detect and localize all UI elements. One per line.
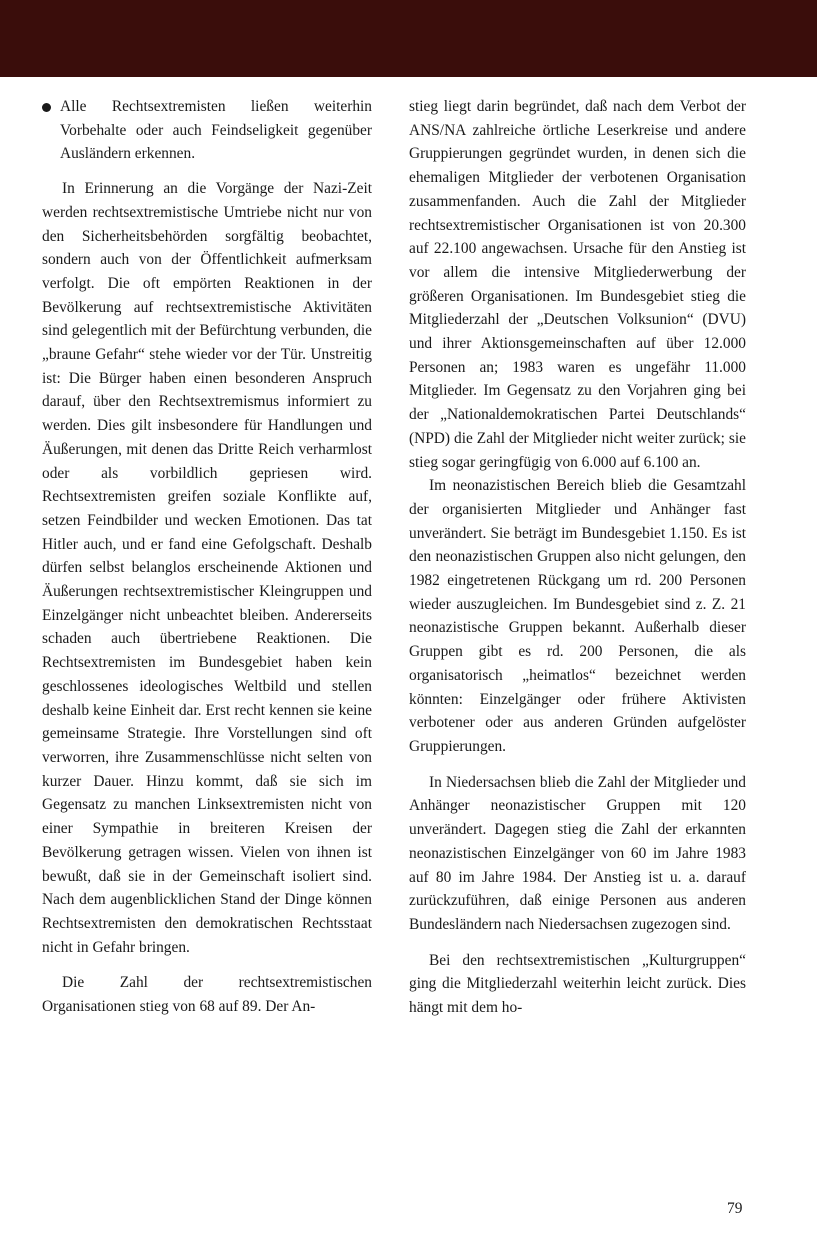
- bullet-text: Alle Rechtsextremisten ließen weiterhin Vorbehalte oder auch Feindseligkeit gegenüber Ausländern erkennen.: [60, 98, 372, 163]
- paragraph: In Erinnerung an die Vorgänge der Nazi-Zeit werden rechtsextremistische Umtriebe nicht nur von den Sicherheitsbehörden sorgfältig beobachtet, sondern auch von der Öffentlichkeit aufmerksam verfolgt. Die oft empörten Reaktionen in der Bevölkerung auf rechtsextremistische Aktivitäten sind gelegentlich mit der Befürchtung verbunden, die „braune Gefahr“ stehe wieder vor der Tür. Unstreitig ist: Die Bürger haben einen besonderen Anspruch darauf, über den Rechtsextremismus informiert zu werden. Dies gilt insbesondere für Handlungen und Äußerungen, mit denen das Dritte Reich verharmlost oder als vorbildlich gepriesen wird. Rechtsextremisten greifen soziale Konflikte auf, setzen Feindbilder und wecken Emotionen. Das tat Hitler auch, und er fand eine Gefolgschaft. Deshalb dürfen selbst belanglos erscheinende Aktionen und Äußerungen rechtsextremistischer Kleingruppen und Einzelgänger nicht unbeachtet bleiben. Andererseits schaden auch übertriebene Reaktionen. Die Rechtsextremisten im Bundesgebiet haben kein geschlossenes ideologisches Weltbild und stellen deshalb keine Einheit dar. Erst recht kennen sie keine gemeinsame Strategie. Ihre Vorstellungen sind oft verworren, ihre Zusammenschlüsse nicht selten von kurzer Dauer. Hinzu kommt, daß sie sich im Gegensatz zu manchen Linksextremisten nicht von einer Sympathie in breiteren Kreisen der Bevölkerung getragen wissen. Vielen von ihnen ist bewußt, daß sie in der Gemeinschaft isoliert sind. Nach dem augenblicklichen Stand der Dinge können Rechtsextremisten den demokratischen Rechtsstaat nicht in Gefahr bringen.: [42, 180, 372, 956]
- paragraph: In Niedersachsen blieb die Zahl der Mitglieder und Anhänger neonazistischer Gruppen mit 120 unverändert. Dagegen stieg die Zahl der erkannten neonazistischen Einzelgänger von 60 im Jahre 1983 auf 80 im Jahre 1984. Der Anstieg ist u. a. darauf zurückzuführen, daß einige Personen aus anderen Bundesländern nach Niedersachsen zugezogen sind.: [409, 773, 746, 933]
- header-band: [0, 0, 817, 77]
- right-column: [409, 95, 746, 1020]
- page-number: 79: [727, 1200, 743, 1217]
- bullet-item: [42, 95, 372, 166]
- paragraph: Bei den rechtsextremistischen „Kulturgruppen“ ging die Mitgliederzahl weiterhin leicht zurück. Dies hängt mit dem ho-: [409, 951, 746, 1017]
- paragraph: stieg liegt darin begründet, daß nach dem Verbot der ANS/NA zahlreiche örtliche Leserkreise und andere Gruppierungen gegründet wurden, in denen sich die ehemaligen Mitglieder der verbotenen Organisation zusammenfanden. Auch die Zahl der Mitglieder rechtsextremistischer Organisationen ist von 20.300 auf 22.100 angewachsen. Ursache für den Anstieg ist vor allem die intensive Mitgliederwerbung der größeren Organisationen. Im Bundesgebiet stieg die Mitgliederzahl der „Deutschen Volksunion“ (DVU) und ihrer Aktionsgemeinschaften auf über 12.000 Personen an; 1983 waren es ungefähr 11.000 Mitglieder. Im Gegensatz zu den Vorjahren ging bei der „Nationaldemokratischen Partei Deutschlands“ (NPD) die Zahl der Mitglieder nicht weiter zurück; sie stieg sogar geringfügig von 6.000 auf 6.100 an.: [409, 98, 746, 471]
- paragraph: Die Zahl der rechtsextremistischen Organisationen stieg von 68 auf 89. Der An-: [42, 974, 372, 1016]
- left-column: [42, 95, 372, 1019]
- paragraph: Im neonazistischen Bereich blieb die Gesamtzahl der organisierten Mitglieder und Anhänger fast unverändert. Sie beträgt im Bundesgebiet 1.150. Es ist den neonazistischen Gruppen also nicht gelungen, den 1982 eingetretenen Rückgang um rd. 200 Personen wieder auszugleichen. Im Bundesgebiet sind z. Z. 21 neonazistische Gruppen bekannt. Außerhalb dieser Gruppen gibt es rd. 200 Personen, die als organisatorisch „heimatlos“ bezeichnet werden könnten: Einzelgänger oder frühere Aktivisten verbotener oder aus anderen Gründen aufgelöster Gruppierungen.: [409, 477, 746, 755]
- bullet-icon: [42, 103, 51, 112]
